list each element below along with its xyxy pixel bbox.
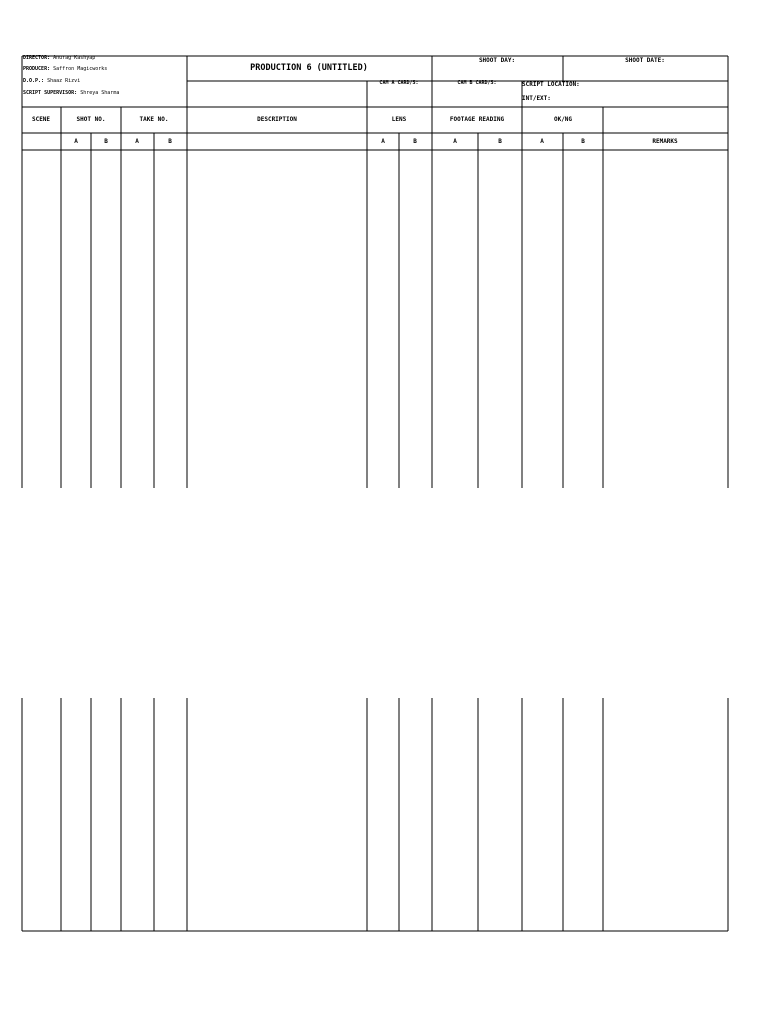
director-value: Anurag Kashyap xyxy=(53,55,96,61)
col-description: DESCRIPTION xyxy=(257,116,297,123)
script-location-label: SCRIPT LOCATION: xyxy=(522,81,580,88)
take-no-a: A xyxy=(135,138,139,145)
lens-a: A xyxy=(381,138,385,145)
cam-a-cards-label: CAM A CARD/S: xyxy=(379,80,419,86)
col-scene: SCENE xyxy=(31,116,51,123)
int-ext-label: INT/EXT: xyxy=(522,95,551,102)
producer-label: PRODUCER: xyxy=(23,66,51,72)
col-remarks: REMARKS xyxy=(652,138,678,145)
producer-line xyxy=(23,67,107,72)
take-no-b: B xyxy=(168,138,172,145)
dop-value: Shaaz Rizvi xyxy=(47,78,81,84)
shot-no-a: A xyxy=(74,138,78,145)
ok-ng-a: A xyxy=(540,138,544,145)
cam-b-cards-label: CAM B CARD/S: xyxy=(457,80,497,86)
production-title: PRODUCTION 6 (UNTITLED) xyxy=(250,63,368,73)
lens-b: B xyxy=(413,138,417,145)
shot-no-b: B xyxy=(104,138,108,145)
col-lens: LENS xyxy=(391,116,407,123)
col-ok-ng: OK/NG xyxy=(553,116,573,123)
script-supervisor-line xyxy=(23,91,119,96)
shoot-date-label: SHOOT DATE: xyxy=(625,57,665,64)
producer-value: Saffron Magicworks xyxy=(53,66,108,72)
footage-a: A xyxy=(453,138,457,145)
director-label: DIRECTOR: xyxy=(23,55,51,61)
shoot-day-label: SHOOT DAY: xyxy=(478,57,516,64)
col-shot-no: SHOT NO. xyxy=(76,116,106,123)
col-take-no: TAKE NO. xyxy=(139,116,169,123)
ok-ng-b: B xyxy=(581,138,585,145)
director-line xyxy=(23,56,95,61)
script-supervisor-value: Shreya Sharma xyxy=(80,90,120,96)
col-footage-reading: FOOTAGE READING xyxy=(449,116,505,123)
footage-b: B xyxy=(498,138,502,145)
script-supervisor-label: SCRIPT SUPERVISOR: xyxy=(23,90,78,96)
dop-label: D.O.P.: xyxy=(23,78,45,84)
dop-line xyxy=(23,79,80,84)
